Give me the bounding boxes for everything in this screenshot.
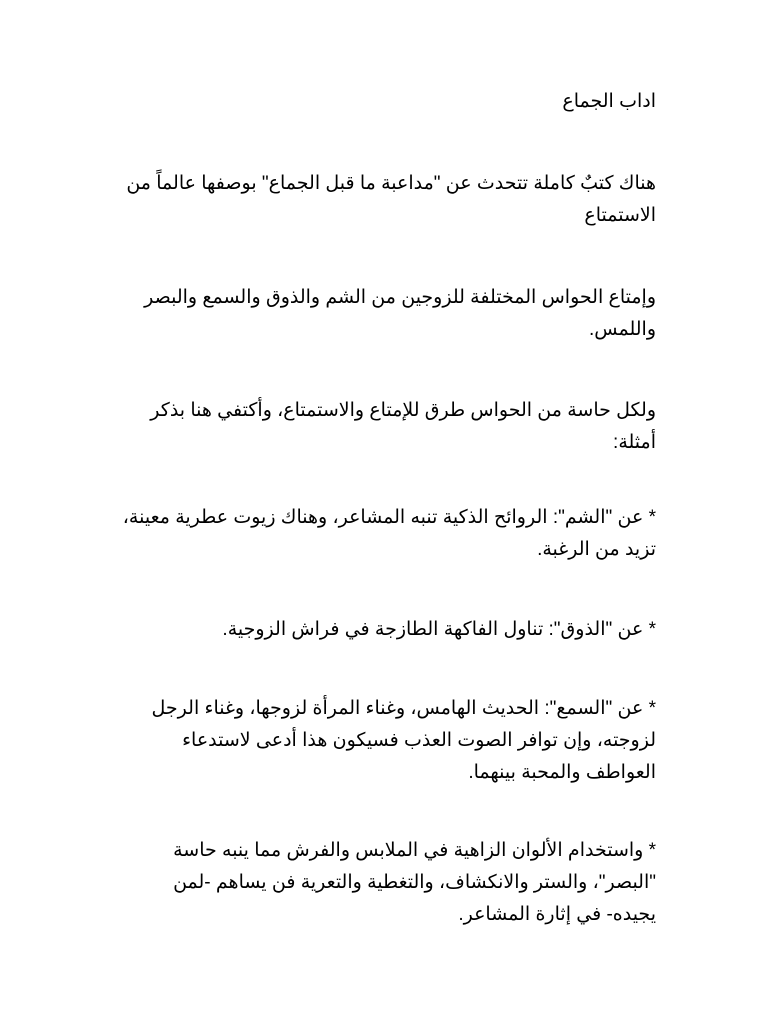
paragraph-hearing: * عن "السمع": الحديث الهامس، وغناء المرأة لزوجها، وغناء الرجل لزوجته، وإن توافر الصوت العذب فسيكون هذا أدعى لاستدعاء العواطف والمحبة بينهما.: [151, 698, 656, 783]
paragraph-examples-intro: ولكل حاسة من الحواس طرق للإمتاع والاستمتاع، وأكتفي هنا بذكر أمثلة:: [150, 400, 656, 453]
paragraph-sight: * واستخدام الألوان الزاهية في الملابس والفرش مما ينبه حاسة "البصر"، والستر والانكشاف، والتغطية والتعرية فن يساهم -لمن يجيده- في إثارة المشاعر.: [173, 840, 656, 925]
paragraph-senses: وإمتاع الحواس المختلفة للزوجين من الشم والذوق والسمع والبصر واللمس.: [144, 287, 656, 340]
paragraph-smell: * عن "الشم": الروائح الذكية تنبه المشاعر، وهناك زيوت عطرية معينة، تزيد من الرغبة.: [122, 507, 656, 560]
paragraph-intro: هناك كتبٌ كاملة تتحدث عن "مداعبة ما قبل الجماع" بوصفها عالماً من الاستمتاع: [126, 173, 656, 226]
document-title: اداب الجماع: [562, 91, 656, 112]
paragraph-taste: * عن "الذوق": تناول الفاكهة الطازجة في فراش الزوجية.: [222, 619, 656, 640]
